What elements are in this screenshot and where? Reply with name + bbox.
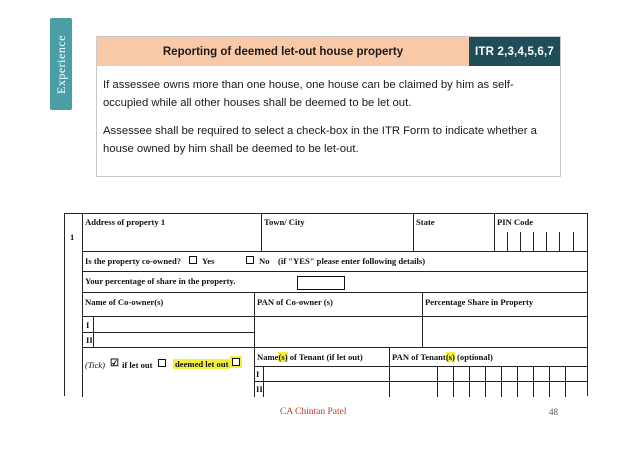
- tick-label: (Tick): [85, 360, 106, 370]
- coowner-share-header: Percentage Share in Property: [425, 297, 534, 307]
- info-paragraph-2: Assessee shall be required to select a check-box in the ITR Form to indicate whether a house owned by him shall be deemed to be let-out.: [103, 125, 537, 155]
- footer-author: CA Chintan Patel: [280, 407, 347, 417]
- yes-checkbox[interactable]: [189, 256, 197, 264]
- info-body: [97, 66, 560, 158]
- itr-form-excerpt: [64, 213, 588, 396]
- address-label: Address of property 1: [85, 217, 166, 227]
- info-paragraph-1: If assessee owns more than one house, one house can be claimed by him as self-occupied while all other houses shall be deemed to be let out.: [103, 79, 514, 109]
- pin-label: PIN Code: [497, 217, 534, 227]
- experience-label: Experience: [53, 34, 68, 94]
- state-label: State: [416, 217, 435, 227]
- town-label: Town/ City: [264, 217, 305, 227]
- info-header: [97, 37, 560, 66]
- coowner-row-2: II: [86, 335, 93, 345]
- coowned-note: (if "YES" please enter following details): [278, 256, 426, 266]
- itr-tag: ITR 2,3,4,5,6,7: [469, 37, 560, 66]
- deemed-let-out-checkbox[interactable]: [232, 358, 240, 366]
- tenant-row-2: II: [256, 384, 263, 394]
- page-number: 48: [549, 407, 558, 417]
- coowner-row-1: I: [86, 320, 90, 330]
- tenant-row-1: I: [256, 369, 260, 379]
- blank-checkbox[interactable]: [158, 359, 166, 367]
- no-checkbox[interactable]: [246, 256, 254, 264]
- if-let-out-label: if let out: [122, 360, 153, 370]
- coowned-question: Is the property co-owned?: [85, 256, 182, 266]
- if-let-out-checkbox[interactable]: ☑: [110, 358, 119, 369]
- info-box: [96, 36, 561, 177]
- row-number: 1: [70, 232, 75, 242]
- tenant-pan-header: PAN of Tenant(s) (optional): [392, 352, 493, 362]
- no-label: No: [259, 256, 270, 266]
- coowner-name-header: Name of Co-owner(s): [85, 297, 164, 307]
- deemed-let-out-label: deemed let out: [175, 359, 229, 369]
- share-input[interactable]: [297, 276, 345, 290]
- share-label: Your percentage of share in the property.: [85, 276, 236, 286]
- coowner-pan-header: PAN of Co-owner (s): [257, 297, 333, 307]
- yes-label: Yes: [202, 256, 215, 266]
- tenant-name-header: Name(s) of Tenant (if let out): [257, 352, 363, 362]
- info-title: Reporting of deemed let-out house property: [97, 37, 469, 66]
- experience-side-tab: [50, 18, 72, 110]
